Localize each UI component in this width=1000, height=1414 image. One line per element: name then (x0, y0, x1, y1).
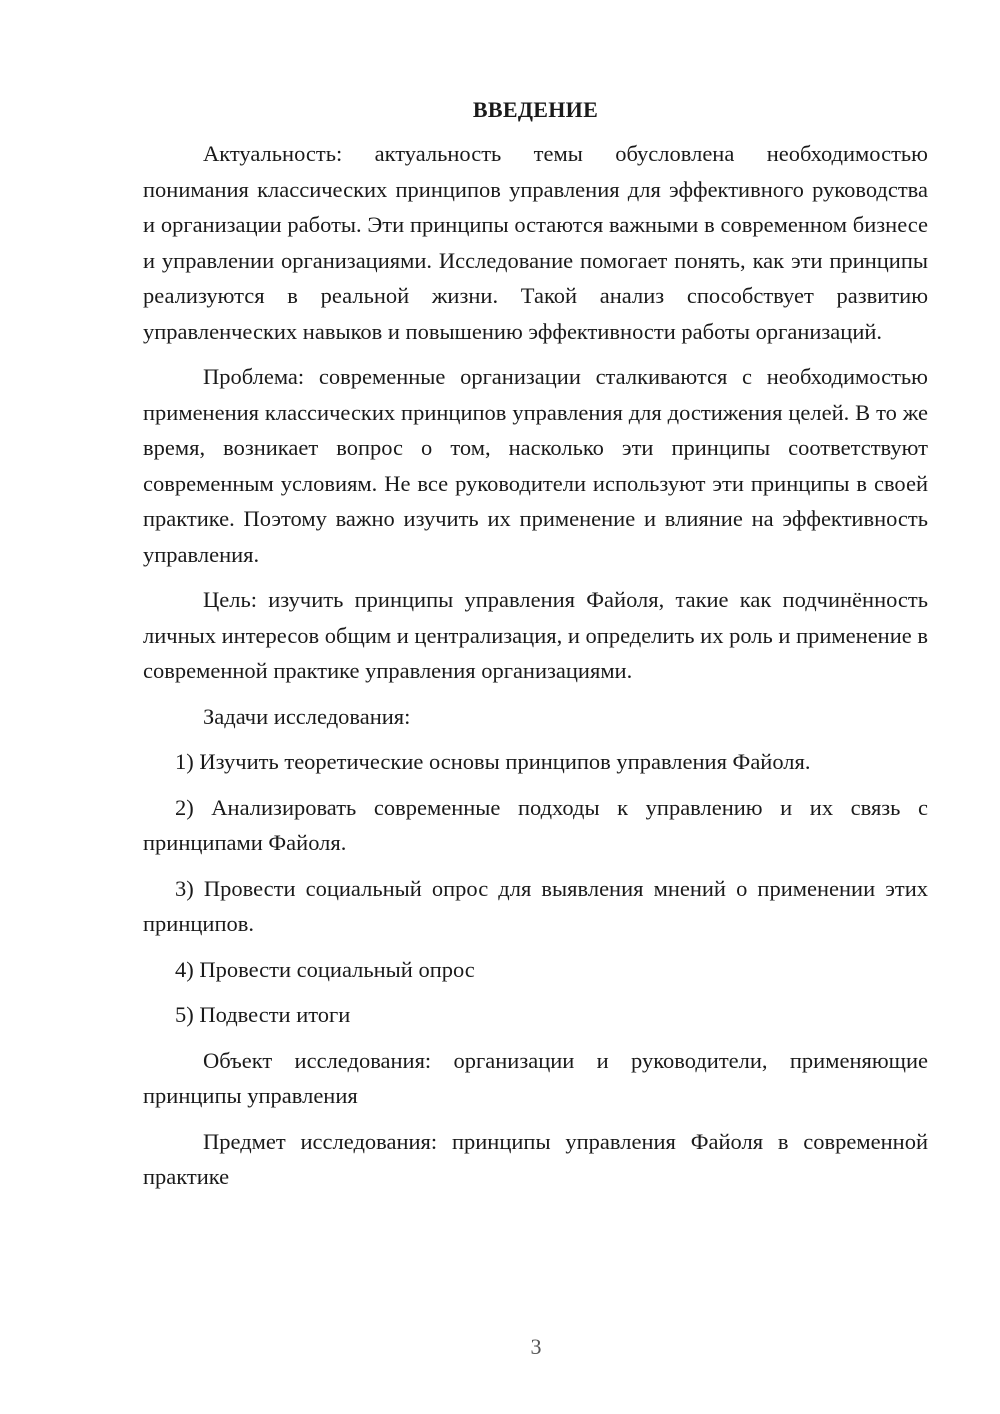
problem-paragraph: Проблема: современные организации сталкиваются с необходимостью применения классических принципов управления для достижения целей. В то же время, возникает вопрос о том, насколько эти принципы соответствуют современным условиям. Не все руководители используют эти принципы в своей практике. Поэтому важно изучить их применение и влияние на эффективность управления. (143, 364, 928, 567)
list-item: 3) Провести социальный опрос для выявления мнений о применении этих принципов. (143, 875, 928, 936)
object-paragraph: Объект исследования: организации и руководители, применяющие принципы управления (143, 1047, 928, 1108)
document-page (143, 92, 928, 1205)
tasks-list (143, 744, 928, 1033)
list-item: 5) Подвести итоги (175, 1002, 351, 1027)
tasks-heading: Задачи исследования: (203, 703, 411, 729)
list-item: 2) Анализировать современные подходы к управлению и их связь с принципами Файоля. (143, 794, 928, 855)
list-item: 4) Провести социальный опрос (175, 956, 475, 982)
subject-paragraph: Предмет исследования: принципы управления Файоля в современной практике (143, 1128, 928, 1189)
relevance-paragraph: Актуальность: актуальность темы обусловлена необходимостью понимания классических принципов управления для эффективного руководства и организации работы. Эти принципы остаются важными в современном бизнесе и управлении организациями. Исследование помогает понять, как эти принципы реализуются в реальной жизни. Такой анализ способствует развитию управленческих навыков и повышению эффективности работы организаций. (143, 141, 928, 344)
goal-paragraph: Цель: изучить принципы управления Файоля, такие как подчинённость личных интересов общим и централизация, и определить их роль и применение в современной практике управления организациями. (143, 587, 928, 683)
list-item: 1) Изучить теоретические основы принципов управления Файоля. (175, 749, 811, 774)
page-title: ВВЕДЕНИЕ (472, 97, 599, 122)
page-number: 3 (530, 1334, 542, 1359)
